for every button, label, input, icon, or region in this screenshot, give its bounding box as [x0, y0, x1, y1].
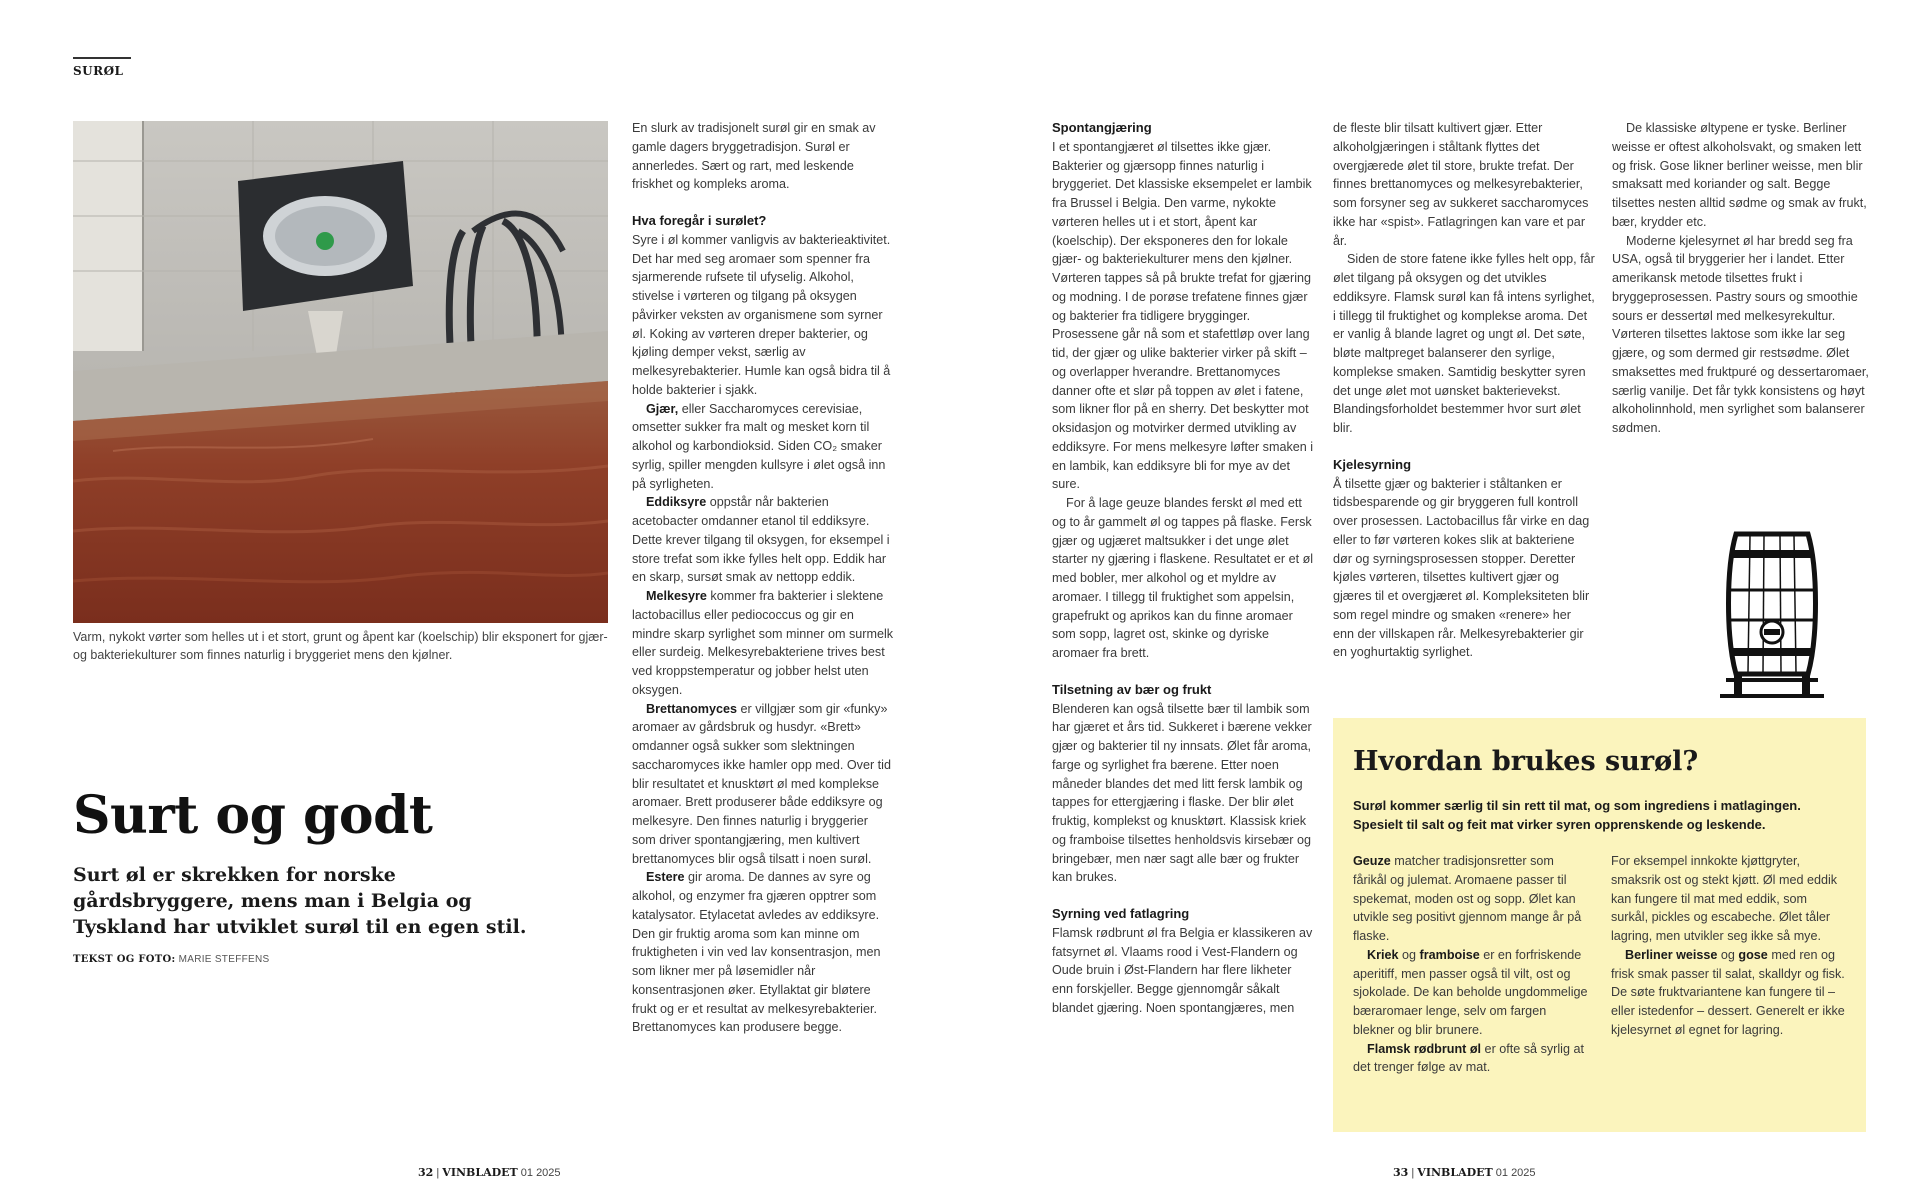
paragraph: Flamsk rødbrunt øl fra Belgia er klassikeren av fatsyrnet øl. Vlaams rood i Vest-Flandern og Oude bruin i Øst-Flandern har flere likheter enn forskjeller. Begge gjennomgår såkalt blandet gjæring. Noen spontangjæres, men [1052, 925, 1313, 1015]
paragraph: Gjær, eller Saccharomyces cerevisiae, omsetter sukker fra malt og mesket korn til alkohol og karbondioksid. Siden CO₂ smaker syrlig, spiller mengden kullsyre i ølet også inn på syrligheten. [632, 401, 886, 491]
paragraph: de fleste blir tilsatt kultivert gjær. Etter alkoholgjæringen i ståltank flyttes det overgjærede ølet til store, brukte trefat. Der finnes brettanomyces og melkesyrebakterier, som forsyner seg av sukkeret saccharomyces ikke har «spist». Fatlagringen kan vare et par år. [1333, 121, 1589, 248]
term: Estere [646, 870, 685, 885]
term: Eddiksyre [646, 495, 707, 510]
section-label: SURØL [73, 64, 124, 78]
paragraph: For eksempel innkokte kjøttgryter, smaksrik ost og stekt kjøtt. Øl med eddik kan fungere til mat med eddik, som surkål, pickles og escabeche. Ølet tåler lagring, men utvikler seg ikke så mye. [1611, 854, 1838, 943]
barrel-illustration [1718, 528, 1826, 700]
magazine-name: VINBLADET [1417, 1166, 1493, 1179]
issue: 01 2025 [517, 1167, 561, 1179]
folio-right: 33 | VINBLADET 01 2025 [1393, 1166, 1536, 1179]
paragraph: Flamsk rødbrunt øl er ofte så syrlig at det trenger følge av mat. [1353, 1041, 1584, 1075]
paragraph: I et spontangjæret øl tilsettes ikke gjær. Bakterier og gjærsopp finnes naturlig i bryggeriet. Det klassiske eksempelet er lambik fra Brussel i Belgia. Den varme, nykokte vørteren helles ut i et stort, åpent kar (koelschip). Der eksponeres den for lokale gjær- og bakteriekulturer mens den kjølner. Vørteren tappes så på brukte trefat for gjæring og modning. I de porøse trefatene finnes gjær og bakterier fra tidligere brygginger. Prosessene går nå som et stafettløp over lang tid, der gjær og ulike bakterier virker på skift – og overlapper hverandre. Brettanomyces danner ofte et slør på toppen av ølet i fatene, som likner flor på en sherry. Det beskytter mot oksidasjon og motvirker dermed utvikling av eddiksyre. For mens melkesyre løfter smaken i en lambik, kan eddiksyre bli for mye av det sure. [1052, 139, 1314, 492]
paragraph: Estere gir aroma. De dannes av syre og alkohol, og enzymer fra gjæren opptrer som katalysator. Etylacetat avledes av eddiksyre. Den gir fruktig aroma som kan minne om fruktigheten i vin ved lav konsentrasjon, men som likner mer på løsemidler når konsentrasjonen øker. Etyllaktat gir bløtere frukt og er et resultat av melkesyrebakterier. Brettanomyces kan produsere begge. [632, 870, 881, 1035]
paragraph: Eddiksyre oppstår når bakterien acetobacter omdanner etanol til eddiksyre. Dette krever tilgang til oksygen, for eksempel i store trefat som ikke fylles helt opp. Eddik har en skarp, sursøt smak av nettopp eddik. [632, 495, 890, 585]
term: Gjær, [646, 401, 679, 416]
article-lead: Surt øl er skrekken for norske gårdsbryggere, mens man i Belgia og Tyskland har utviklet surøl til en egen stil. [73, 864, 527, 938]
term: gose [1738, 947, 1768, 962]
paragraph: Siden de store fatene ikke fylles helt opp, får ølet tilgang på oksygen og det utvikles eddiksyre. Flamsk surøl kan få intens syrlighet, i tillegg til fruktighet og komplekse aroma. Det er vanlig å blande lagret og ungt øl. Det søte, bløte maltpreget balanserer den syrlige, komplekse smaken. Samtidig beskytter syren det unge ølet mot uønsket bakterievekst. Blandingsforholdet bestemmer hvor surt ølet blir. [1333, 252, 1595, 435]
section-rule [73, 57, 131, 59]
text-column-1 [632, 119, 894, 1037]
text-column-3 [1333, 119, 1595, 662]
subheading: Spontangjæring [1052, 120, 1152, 135]
text-column-4 [1612, 119, 1874, 438]
term: Kriek [1367, 947, 1399, 962]
photo-caption: Varm, nykokt vørter som helles ut i et stort, grunt og åpent kar (koelschip) blir eksponert for gjær- og bakteriekulturer som finnes naturlig i bryggeriet mens den kjølner. [73, 630, 608, 662]
paragraph: Berliner weisse og gose med ren og frisk smak passer til salat, skalldyr og fisk. De søte fruktvariantene kan fungere til – eller istedenfor – dessert. Generelt er ikke kjelesyrnet øl egnet for lagring. [1611, 947, 1845, 1037]
paragraph: Brettanomyces er villgjær som gir «funky» aromaer av gårdsbruk og husdyr. «Brett» omdanner også sukker som slektningen saccharomyces ikke hamler opp med. Over tid blir resultatet et knusktørt øl med komplekse aromaer. Brett produserer både eddiksyre og melkesyre. Den finnes naturlig i bryggerier som driver spontangjæring, men kultivert brettanomyces blir også tilsatt i noen surøl. [632, 701, 891, 866]
paragraph: Moderne kjelesyrnet øl har bredd seg fra USA, også til bryggerier her i landet. Etter amerikansk metode tilsettes frukt i bryggeprosessen. Pastry sours og smoothie sours er dessertøl med melkesyrekultur. Vørteren tilsettes laktose som ikke lar seg gjære, og som dermed gir restsødme. Ølet smaksettes med fruktpuré og dessertaromaer, særlig vanilje. Det får tykk konsistens og høyt alkoholinnhold, men syrlighet som balanserer sødmen. [1612, 233, 1869, 435]
term: Melkesyre [646, 589, 707, 603]
paragraph: Syre i øl kommer vanligvis av bakterieaktivitet. Det har med seg aromaer som spenner fra sjarmerende rufsete til ufyselig. Alkohol, stivelse i vørteren og tilgang på oksygen påvirker veksten av organismene som syrner øl. Koking av vørteren dreper bakterier, og kjøling demper vekst, særlig av melkesyrebakterier. Humle kan også bidra til å holde bakterier i sjakk. [632, 232, 891, 397]
paragraph: Geuze matcher tradisjonsretter som fårikål og julemat. Aromaene passer til spekemat, moden ost og sopp. Ølet kan utvikle seg positivt gjennom mange år på flaske. [1353, 854, 1582, 943]
intro-paragraph: En slurk av tradisjonelt surøl gir en smak av gamle dagers bryggetradisjon. Surøl er annerledes. Sært og rart, med leskende friskhet og kompleks aroma. [632, 121, 876, 192]
byline-name: MARIE STEFFENS [178, 954, 270, 965]
info-box-title: Hvordan brukes surøl? [1353, 746, 1699, 777]
subheading: Hva foregår i surølet? [632, 213, 767, 228]
term: Brettanomyces [646, 701, 737, 716]
byline [73, 954, 269, 965]
text-column-2 [1052, 119, 1314, 1018]
paragraph: Melkesyre kommer fra bakterier i slektene lactobacillus eller pediococcus og gir en mindre skarp syrlighet som minner om surmelk eller surdeig. Melkesyrebakteriene trives best ved kroppstemperatur og jobber helst uten oksygen. [632, 589, 894, 697]
brewery-photo [73, 121, 608, 623]
subheading: Kjelesyrning [1333, 456, 1412, 472]
term: Flamsk rødbrunt øl [1367, 1041, 1482, 1056]
article-title: Surt og godt [73, 785, 433, 846]
info-box [1333, 718, 1866, 1132]
paragraph: Blenderen kan også tilsette bær til lambik som har gjæret et års tid. Sukkeret i bærene vekker gjær og bakterier til ny innsats. Ølet får aroma, farge og syrlighet fra bærene. Etter noen måneder blandes det med litt fersk lambik og tappes for ettergjæring i flaske. Der blir ølet fruktig, komplekst og knusktørt. Klassisk kriek og framboise tilsettes henholdsvis kirsebær og bringebær, men nær sagt alle bær og frukter kan brukes. [1052, 701, 1312, 885]
issue: 01 2025 [1492, 1167, 1536, 1179]
paragraph: For å lage geuze blandes ferskt øl med ett og to år gammelt øl og tappes på flaske. Fersk gjær og ugjæret maltsukker i det unge ølet starter ny gjæring i flaskene. Resultatet er et øl med bobler, mer alkohol og et myldre av aromaer. I tillegg til fruktighet som appelsin, grapefrukt og aprikos kan du finne aromaer som sopp, lagret ost, skinke og dyriske aromaer fra brett. [1052, 496, 1314, 660]
subheading: Syrning ved fatlagring [1052, 906, 1190, 921]
paragraph: De klassiske øltypene er tyske. Berliner weisse er oftest alkoholsvakt, og smaken lett og frisk. Gose likner berliner weisse, men blir smaksatt med koriander og salt. Begge tilsettes nesten alltid sødme og smak av frukt, bær, krydder etc. [1612, 121, 1867, 229]
subheading: Tilsetning av bær og frukt [1052, 681, 1212, 697]
info-box-intro: Surøl kommer særlig til sin rett til mat, og som ingrediens i matlagingen. Spesielt til salt og feit mat virker syren opprenskende og leskende. [1353, 798, 1801, 832]
magazine-name: VINBLADET [442, 1166, 518, 1179]
paragraph: Kriek og framboise er en forfriskende aperitiff, men passer også til vilt, ost og sjokolade. De kan beholde ungdommelige bæraromaer lenge, selv om fargen blekner og blir brunere. [1353, 947, 1588, 1037]
term: framboise [1419, 947, 1480, 962]
folio-left: 32 | VINBLADET 01 2025 [418, 1166, 561, 1179]
page-number: 33 [1393, 1166, 1409, 1179]
info-box-column-2 [1611, 852, 1847, 1040]
term: Geuze [1353, 854, 1391, 868]
page-number: 32 [418, 1166, 434, 1179]
byline-label: TEKST OG FOTO: [73, 954, 176, 965]
term: Berliner weisse [1625, 947, 1718, 962]
info-box-column-1 [1353, 852, 1589, 1077]
paragraph: Å tilsette gjær og bakterier i ståltanken er tidsbesparende og gir bryggeren full kontroll over prosessen. Lactobacillus får virke en dag eller to før vørteren kokes slik at bakteriene dør og syrningsprosessen stopper. Deretter kjøles vørteren, tilsettes kultivert gjær og gjæres til et overgjæret øl. Kompleksiteten blir som regel mindre og smaken «renere» her enn der villskapen rår. Melkesyrebakterier gir en yoghurtaktig syrlighet. [1333, 476, 1590, 660]
